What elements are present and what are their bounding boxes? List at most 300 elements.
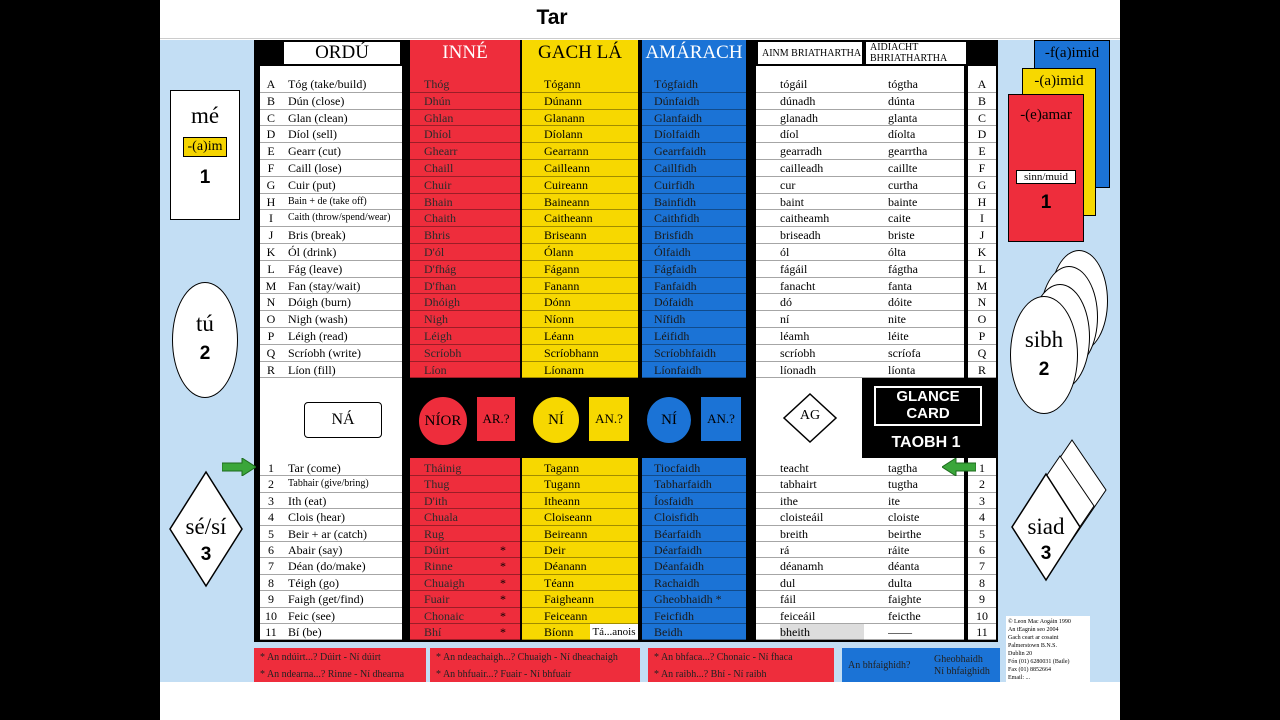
row-letter: G	[266, 177, 276, 192]
table-row	[254, 278, 998, 294]
aidiacht-cell: tugtha	[888, 477, 918, 492]
gach-la-cell: Itheann	[544, 493, 580, 508]
row-letter-right: F	[978, 161, 986, 175]
row-letter-right: P	[978, 329, 986, 343]
aidiacht-cell: cloiste	[888, 510, 920, 525]
row-letter: R	[266, 362, 275, 377]
aidiacht-cell: feicthe	[888, 608, 921, 623]
ainm-cell: léamh	[780, 329, 810, 343]
ainm-cell: teacht	[780, 461, 809, 475]
inne-cell: Dhíol	[424, 127, 452, 142]
inne-cell: Chaith	[424, 211, 456, 226]
ainm-cell: briseadh	[780, 228, 821, 243]
table-row	[254, 93, 998, 109]
ordu-cell: Bí (be)	[288, 625, 322, 639]
table-row	[254, 526, 998, 542]
ainm-cell: dó	[780, 295, 792, 310]
gach-la-cell: Cuireann	[544, 177, 588, 192]
person-number: 2	[199, 343, 211, 364]
amarach-cell: Dúnfaidh	[654, 93, 700, 108]
inne-cell: Thug	[424, 477, 450, 492]
gach-la-extra: Tá...anois	[590, 624, 638, 640]
gach-la-cell: Fanann	[544, 278, 580, 293]
green-arrow-left-icon	[222, 458, 256, 476]
amarach-cell: Caillfidh	[654, 161, 697, 175]
gach-la-cell: Faigheann	[544, 592, 594, 607]
aidiacht-cell: ráite	[888, 543, 910, 557]
row-letter-right: 3	[979, 493, 985, 508]
amarach-cell: Brisfidh	[654, 228, 694, 243]
ainm-cell: caitheamh	[780, 211, 830, 226]
green-arrow-right-icon	[942, 458, 976, 476]
row-letter: 9	[268, 592, 274, 607]
row-letter-right: 10	[976, 608, 988, 623]
inne-cell: Bhris	[424, 228, 451, 243]
gach-la-cell: Bíonn	[544, 625, 574, 639]
pronoun-se: sé/sí	[185, 514, 227, 539]
footer-note: Ní bhfaighidh	[934, 666, 990, 677]
amarach-cell: Dófaidh	[654, 295, 694, 310]
aidiacht-cell: léite	[888, 329, 909, 343]
ainm-cell: fágáil	[780, 261, 808, 276]
ainm-cell: fanacht	[780, 278, 816, 293]
inne-cell: Chonaic	[424, 608, 464, 623]
row-letter: 8	[268, 575, 274, 590]
gach-la-cell: Scríobhann	[544, 345, 599, 360]
row-letter: 1	[268, 461, 274, 475]
star-mark	[500, 460, 512, 476]
star-mark: *	[500, 625, 506, 639]
header-amarach: AMÁRACH	[645, 42, 743, 63]
row-letter-right: E	[978, 144, 986, 159]
table-row	[254, 476, 998, 492]
row-letter-right: C	[977, 110, 986, 125]
amarach-cell: Béarfaidh	[654, 526, 702, 541]
footer-note: * An ndúirt...? Dúirt - Ní dúirt	[260, 652, 381, 663]
row-letter: L	[267, 261, 275, 276]
gach-la-cell: Léann	[544, 329, 574, 343]
footer-box-2	[430, 648, 640, 682]
aidiacht-cell: glanta	[888, 110, 918, 125]
aidiacht-cell: fágtha	[888, 261, 918, 276]
aidiacht-cell: tógtha	[888, 77, 918, 91]
credit-line: Fax (01) 8852664	[1008, 667, 1051, 673]
inne-cell: Líon	[424, 362, 447, 377]
credit-line: Gach ceart ar cosaint	[1008, 635, 1059, 641]
amarach-cell: Díolfaidh	[654, 127, 700, 142]
inne-cell: Tháinig	[424, 461, 462, 475]
table-row	[254, 509, 998, 525]
ordu-cell: Dóigh (burn)	[288, 295, 351, 310]
table-row	[254, 194, 998, 210]
inne-cell: Dúirt	[424, 543, 450, 557]
gach-la-cell: Fágann	[544, 261, 580, 276]
ordu-cell: Beir + ar (catch)	[288, 526, 368, 541]
row-letter: D	[266, 127, 276, 142]
inne-cell: Dhún	[424, 93, 451, 108]
row-letter-right: 2	[979, 477, 985, 492]
inne-cell: Rug	[424, 526, 445, 541]
row-letter-right: H	[977, 194, 987, 209]
gach-la-cell: Briseann	[544, 228, 587, 243]
aidiacht-cell: caite	[888, 211, 911, 226]
aidiacht-cell: dóite	[888, 295, 912, 310]
gach-la-cell: Deir	[544, 543, 566, 557]
amarach-cell: Tabharfaidh	[654, 477, 712, 492]
footer-box-4	[842, 648, 1000, 682]
row-letter: 11	[265, 625, 277, 639]
table-row	[254, 227, 998, 243]
amarach-cell: Gearrfaidh	[654, 144, 706, 159]
aidiacht-cell: líonta	[888, 362, 916, 377]
footer-note: * An ndeachaigh...? Chuaigh - Ní dheachaigh	[436, 652, 618, 663]
row-divider	[254, 639, 998, 640]
inne-cell: Léigh	[424, 329, 452, 343]
row-letter: 7	[268, 559, 274, 574]
credit-line: Email: ...	[1008, 675, 1030, 681]
person-number: 1	[199, 167, 211, 188]
ainm-cell: tabhairt	[780, 477, 817, 492]
ordu-cell: Bris (break)	[288, 228, 346, 243]
footer-note: * An bhfaca...? Chonaic - Ní fhaca	[654, 652, 793, 663]
footer-note: Gheobhaidh	[934, 654, 983, 665]
ainm-cell: dul	[780, 575, 796, 590]
gach-la-cell: Díolann	[544, 127, 583, 142]
ordu-cell: Gearr (cut)	[288, 144, 341, 159]
amarach-cell: Ólfaidh	[654, 245, 691, 259]
inne-cell: Dhóigh	[424, 295, 460, 310]
ordu-cell: Déan (do/make)	[288, 559, 366, 574]
ainm-cell: líonadh	[780, 362, 816, 377]
inne-cell: Chuir	[424, 177, 452, 192]
star-mark	[500, 476, 512, 492]
aidiacht-cell: dúnta	[888, 93, 915, 108]
amarach-cell: Déarfaidh	[654, 543, 702, 557]
aidiacht-cell: nite	[888, 312, 906, 327]
ordu-cell: Cuir (put)	[288, 177, 336, 192]
amarach-cell: Fanfaidh	[654, 278, 697, 293]
aidiacht-cell: faighte	[888, 592, 922, 607]
ainm-cell: ól	[780, 245, 790, 259]
footer-box-1	[254, 648, 426, 682]
pronoun-me: mé	[190, 103, 220, 128]
amarach-cell: Gheobhaidh *	[654, 592, 722, 607]
row-letter-right: Q	[977, 345, 987, 360]
header-gach-la: GACH LÁ	[538, 42, 622, 63]
row-letter-right: O	[977, 312, 987, 327]
footer-note: * An ndearna...? Rinne - Ní dhearna	[260, 669, 405, 680]
ordu-cell: Ith (eat)	[288, 493, 327, 508]
pronoun-tu-card	[172, 282, 238, 398]
table-row	[254, 624, 998, 640]
row-letter-right: A	[977, 77, 987, 91]
row-letter-right: G	[977, 177, 987, 192]
ordu-cell: Feic (see)	[288, 608, 335, 623]
credit-line: Fón (01) 6280031 (Baile)	[1008, 659, 1070, 665]
ordu-cell: Ól (drink)	[288, 245, 337, 259]
table-row	[254, 493, 998, 509]
gach-la-cell: Dónn	[544, 295, 571, 310]
row-letter-right: 11	[976, 625, 988, 639]
ending-aim: -(a)im	[183, 137, 228, 157]
amarach-cell: Léifidh	[654, 329, 690, 343]
footer-note: * An bhfuair...? Fuair - Ní bhfuair	[436, 669, 572, 680]
ending-famid: -f(a)imid	[1044, 45, 1100, 61]
table-row	[254, 311, 998, 327]
table-row	[254, 608, 998, 624]
aidiacht-cell: ólta	[888, 245, 906, 259]
header-ordu: ORDÚ	[284, 42, 400, 64]
gach-la-cell: Tagann	[544, 461, 580, 475]
table-row	[254, 244, 998, 260]
table-row	[254, 177, 998, 193]
ordu-cell: Líon (fill)	[288, 362, 336, 377]
table-row	[254, 110, 998, 126]
star-mark	[500, 493, 512, 509]
row-letter: I	[269, 211, 273, 226]
credits-box	[1006, 616, 1090, 682]
video-frame	[160, 0, 1120, 720]
amarach-cell: Caithfidh	[654, 211, 700, 226]
gach-la-cell: Tógann	[544, 77, 581, 91]
row-letter-right: 1	[979, 461, 985, 475]
ainm-cell: cloisteáil	[780, 510, 824, 525]
nior-circle: NÍOR	[418, 396, 468, 446]
ordu-cell: Abair (say)	[288, 543, 343, 557]
gach-la-cell: Tugann	[544, 477, 581, 492]
credit-line: Palmerstown B.N.S.	[1008, 643, 1058, 649]
pronoun-tu: tú	[196, 311, 214, 336]
ending-eamar: -(e)amar	[1020, 107, 1072, 123]
table-row	[254, 542, 998, 558]
row-letter-right: B	[977, 93, 986, 108]
ordu-cell: Caill (lose)	[288, 161, 342, 175]
gach-la-cell: Caitheann	[544, 211, 593, 226]
gach-la-cell: Gearrann	[544, 144, 589, 159]
an-box-2: AN.?	[700, 396, 742, 442]
row-letter-right: D	[977, 127, 987, 142]
table-row	[254, 210, 998, 226]
row-letter-right: 6	[979, 543, 985, 557]
aidiacht-cell: ——	[888, 625, 912, 639]
row-letter-right: M	[976, 278, 988, 293]
amarach-cell: Cloisfidh	[654, 510, 699, 525]
aidiacht-cell: tagtha	[888, 461, 918, 475]
row-letter-right: R	[977, 362, 986, 377]
row-letter: E	[267, 144, 275, 159]
ordu-cell: Caith (throw/spend/wear)	[288, 212, 391, 224]
header-ainm: AINM BRIATHARTHA	[758, 42, 862, 64]
row-letter-right: 4	[979, 510, 985, 525]
row-letter: 10	[265, 608, 277, 623]
aidiacht-cell: dulta	[888, 575, 912, 590]
ainm-cell: ní	[780, 312, 790, 327]
amarach-cell: Líonfaidh	[654, 362, 702, 377]
amarach-cell: Feicfidh	[654, 608, 694, 623]
ni-circle-1: NÍ	[532, 396, 580, 444]
aidiacht-cell: bainte	[888, 194, 918, 209]
inne-cell: D'fhan	[424, 278, 457, 293]
row-letter-right: 8	[979, 575, 985, 590]
ainm-cell: rá	[780, 543, 790, 557]
star-mark: *	[500, 592, 506, 607]
inne-cell: Chuala	[424, 510, 458, 525]
row-letter-right: L	[978, 261, 986, 276]
aidiacht-cell: díolta	[888, 127, 916, 142]
gach-la-cell: Ólann	[544, 245, 574, 259]
table-row	[254, 328, 998, 344]
inne-cell: D'ól	[424, 245, 445, 259]
taobh-label: TAOBH 1	[891, 434, 961, 451]
aidiacht-cell: scríofa	[888, 345, 921, 360]
inne-cell: Ghlan	[424, 110, 454, 125]
right-pronoun-panel	[1006, 40, 1120, 681]
inne-cell: Fuair	[424, 592, 450, 607]
ainm-cell: breith	[780, 526, 808, 541]
inne-cell: Nigh	[424, 312, 448, 327]
gach-la-cell: Téann	[544, 575, 574, 590]
ainm-cell: baint	[780, 194, 804, 209]
ordu-cell: Díol (sell)	[288, 127, 337, 142]
amarach-cell: Fágfaidh	[654, 261, 697, 276]
row-letter: 4	[268, 510, 274, 525]
person-number: 3	[1040, 543, 1052, 564]
row-letter: C	[266, 110, 275, 125]
ainm-cell: cailleadh	[780, 161, 824, 175]
ainm-cell: fáil	[780, 592, 796, 607]
inne-cell: Bhí	[424, 625, 442, 639]
table-row	[254, 591, 998, 607]
ordu-cell: Clois (hear)	[288, 510, 345, 525]
gach-la-cell: Cailleann	[544, 161, 590, 175]
ainm-cell: díol	[780, 127, 799, 142]
inne-cell: Chaill	[424, 161, 454, 175]
row-letter: F	[267, 161, 275, 175]
row-letter: B	[266, 93, 275, 108]
page-title: Tar	[536, 6, 568, 29]
header-inne: INNÉ	[442, 42, 488, 63]
person-number: 3	[200, 544, 212, 565]
inne-cell: Thóg	[424, 77, 450, 91]
table-row	[254, 76, 998, 92]
gach-la-cell: Glanann	[544, 110, 585, 125]
aidiacht-cell: gearrtha	[888, 144, 928, 159]
ainm-cell: cur	[780, 177, 796, 192]
footer-note: An bhfaighidh?	[848, 660, 911, 671]
row-letter: H	[266, 194, 276, 209]
row-letter: P	[267, 329, 275, 343]
ainm-cell: glanadh	[780, 110, 818, 125]
row-letter: O	[266, 312, 276, 327]
verb-table	[254, 40, 998, 642]
star-mark	[500, 526, 512, 542]
star-mark	[500, 509, 512, 525]
gach-la-cell: Dúnann	[544, 93, 582, 108]
aidiacht-cell: fanta	[888, 278, 912, 293]
row-letter-right: J	[979, 228, 985, 243]
row-letter: M	[265, 278, 277, 293]
ainm-cell: gearradh	[780, 144, 822, 159]
ainm-cell: scríobh	[780, 345, 816, 360]
aidiacht-cell: ite	[888, 493, 900, 508]
ordu-cell: Téigh (go)	[288, 575, 339, 590]
table-row	[254, 558, 998, 574]
ainm-cell: bheith	[780, 624, 864, 640]
amarach-cell: Glanfaidh	[654, 110, 702, 125]
inne-cell: Scríobh	[424, 345, 462, 360]
footer-note: * An raibh...? Bhí - Ní raibh	[654, 669, 767, 680]
row-letter: K	[266, 245, 276, 259]
pronoun-sibh: sibh	[1024, 327, 1064, 352]
aidiacht-cell: caillte	[888, 161, 918, 175]
gach-la-cell: Baineann	[544, 194, 590, 209]
gach-la-cell: Feiceann	[544, 608, 588, 623]
row-letter: 6	[268, 543, 274, 557]
ordu-cell: Léigh (read)	[288, 329, 348, 343]
glance-card	[160, 40, 1120, 682]
amarach-cell: Bainfidh	[654, 194, 696, 209]
amarach-cell: Íosfaidh	[654, 493, 694, 508]
credits-lines	[1008, 618, 1088, 682]
row-letter: 2	[268, 477, 274, 492]
credit-line: Dublin 20	[1008, 651, 1033, 657]
ordu-cell: Faigh (get/find)	[288, 592, 364, 607]
credit-line: An tEagrán seo 2004	[1008, 627, 1059, 633]
table-row	[254, 261, 998, 277]
na-label: NÁ	[304, 402, 382, 438]
ordu-cell: Tabhair (give/bring)	[288, 478, 369, 490]
row-letter: N	[266, 295, 276, 310]
gach-la-cell: Níonn	[544, 312, 574, 327]
row-letter: 3	[268, 493, 274, 508]
row-letter: J	[268, 228, 274, 243]
row-letter: A	[266, 77, 276, 91]
pronoun-me-card	[170, 90, 240, 220]
row-letter: 5	[268, 526, 274, 541]
gach-la-cell: Beireann	[544, 526, 588, 541]
star-mark: *	[500, 543, 506, 557]
table-row	[254, 143, 998, 159]
amarach-cell: Nífidh	[654, 312, 686, 327]
ordu-cell: Dún (close)	[288, 93, 345, 108]
title-bar	[160, 0, 1120, 39]
aidiacht-cell: curtha	[888, 177, 918, 192]
table-row	[254, 126, 998, 142]
ainm-cell: feiceáil	[780, 608, 816, 623]
ni-circle-2: NÍ	[646, 396, 692, 444]
ainm-cell: dúnadh	[780, 93, 816, 108]
ag-label: AG	[799, 408, 821, 423]
row-letter: Q	[266, 345, 276, 360]
table-row	[254, 345, 998, 361]
gach-la-cell: Cloiseann	[544, 510, 592, 525]
pronoun-siad: siad	[1027, 514, 1065, 539]
inne-cell: Rinne	[424, 559, 453, 574]
table-row	[254, 294, 998, 310]
ending-amid: -(a)imid	[1034, 73, 1084, 89]
table-row	[254, 160, 998, 176]
ordu-cell: Scríobh (write)	[288, 345, 361, 360]
row-letter-right: 9	[979, 592, 985, 607]
ordu-cell: Bain + de (take off)	[288, 195, 367, 207]
person-number: 1	[1040, 192, 1052, 213]
ordu-cell: Fan (stay/wait)	[288, 278, 361, 293]
aidiacht-cell: beirthe	[888, 526, 922, 541]
star-mark: *	[500, 608, 506, 623]
person-number: 2	[1038, 359, 1050, 380]
ordu-cell: Glan (clean)	[288, 110, 348, 125]
inne-cell: D'ith	[424, 493, 448, 508]
